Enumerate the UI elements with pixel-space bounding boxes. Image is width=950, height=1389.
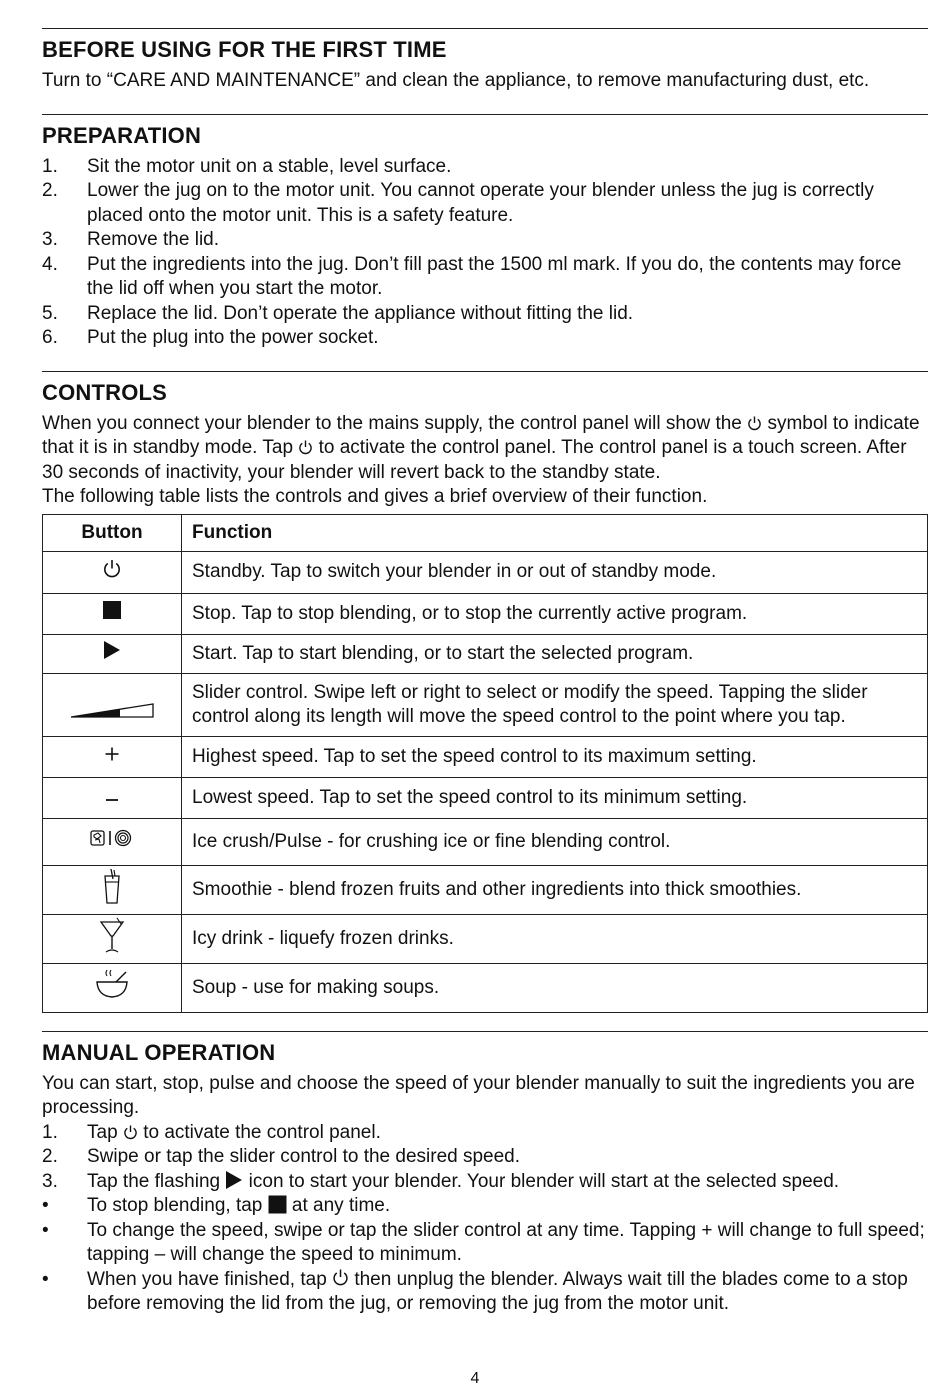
manual-bullet: • When you have finished, tap then unplug the blender. Always wait till the blades come to a stop before removing the lid from the jug, or removing the jug from the motor unit. bbox=[42, 1268, 908, 1314]
section-first-time bbox=[42, 28, 928, 94]
manual-step: 2. Swipe or tap the slider control to the desired speed. bbox=[42, 1146, 521, 1167]
function-text: Stop. Tap to stop blending, or to stop the currently active program. bbox=[182, 593, 928, 634]
slider-icon bbox=[70, 703, 154, 719]
power-icon bbox=[332, 1268, 349, 1288]
table-row bbox=[43, 963, 928, 1012]
manual-bullet: • To change the speed, swipe or tap the slider control at any time. Tapping + will change to full speed; tapping – will change the speed to minimum. bbox=[42, 1219, 925, 1265]
controls-intro-2: The following table lists the controls and gives a brief overview of their function. bbox=[42, 486, 708, 507]
prep-step: 4. Put the ingredients into the jug. Don’t fill past the 1500 ml mark. If you do, the contents may force the lid off when you start the motor. bbox=[42, 253, 902, 299]
prep-step: 2. Lower the jug on to the motor unit. You cannot operate your blender unless the jug is correctly placed onto the motor unit. This is a safety feature. bbox=[42, 180, 874, 226]
power-icon bbox=[747, 415, 762, 432]
controls-intro: When you connect your blender to the mains supply, the control panel will show the symbol to indicate that it is in standby mode. Tap to activate the control panel. The control panel is a touch screen. After 30 seconds of inactivity, your blender will revert back to the standby state. bbox=[42, 412, 920, 483]
table-row bbox=[43, 593, 928, 634]
table-header-row bbox=[43, 514, 928, 551]
table-row bbox=[43, 551, 928, 593]
function-text: Ice crush/Pulse - for crushing ice or fine blending control. bbox=[182, 818, 928, 865]
function-text: Icy drink - liquefy frozen drinks. bbox=[182, 914, 928, 963]
table-row bbox=[43, 818, 928, 865]
table-row bbox=[43, 777, 928, 818]
prep-step: 1. Sit the motor unit on a stable, level surface. bbox=[42, 155, 452, 177]
function-text: Start. Tap to start blending, or to start the selected program. bbox=[182, 634, 928, 673]
heading-preparation: PREPARATION bbox=[42, 122, 202, 148]
prep-step: 6. Put the plug into the power socket. bbox=[42, 327, 379, 348]
minus-icon bbox=[105, 797, 119, 803]
preparation-steps bbox=[42, 155, 928, 351]
manual-bullet: • To stop blending, tap at any time. bbox=[42, 1195, 391, 1216]
heading-manual-operation: MANUAL OPERATION bbox=[42, 1039, 276, 1065]
manual-step: 1. Tap to activate the control panel. bbox=[42, 1121, 381, 1143]
manual-intro: You can start, stop, pulse and choose the speed of your blender manually to suit the ingredients you are processing. bbox=[42, 1072, 915, 1118]
table-row bbox=[43, 865, 928, 914]
soup-bowl-icon bbox=[94, 968, 130, 1000]
smoothie-glass-icon bbox=[102, 867, 122, 905]
controls-table bbox=[42, 514, 928, 1013]
column-header-function: Function bbox=[182, 514, 928, 551]
stop-icon bbox=[102, 600, 122, 620]
function-text: Highest speed. Tap to set the speed control to its maximum setting. bbox=[182, 736, 928, 777]
power-icon bbox=[102, 558, 122, 580]
manual-page bbox=[42, 28, 928, 1317]
prep-step: 3. Remove the lid. bbox=[42, 229, 220, 250]
table-row bbox=[43, 914, 928, 963]
table-row bbox=[43, 634, 928, 673]
plus-icon bbox=[104, 746, 120, 762]
play-icon bbox=[225, 1170, 243, 1190]
function-text: Slider control. Swipe left or right to select or modify the speed. Tapping the slider control along its length will move the speed control to the point where you tap. bbox=[182, 673, 928, 736]
section-preparation bbox=[42, 114, 928, 351]
table-row bbox=[43, 673, 928, 736]
heading-controls: CONTROLS bbox=[42, 379, 168, 405]
play-icon bbox=[103, 640, 121, 660]
section-controls bbox=[42, 371, 928, 1013]
function-text: Lowest speed. Tap to set the speed control to its minimum setting. bbox=[182, 777, 928, 818]
cocktail-glass-icon bbox=[99, 916, 125, 954]
first-time-text: Turn to “CARE AND MAINTENANCE” and clean the appliance, to remove manufacturing dust, etc. bbox=[42, 70, 870, 91]
ice-crush-pulse-icon bbox=[89, 828, 135, 848]
page-number: 4 bbox=[470, 1370, 480, 1387]
manual-step: 3. Tap the flashing icon to start your blender. Your blender will start at the selected speed. bbox=[42, 1170, 840, 1192]
manual-steps bbox=[42, 1121, 928, 1317]
function-text: Soup - use for making soups. bbox=[182, 963, 928, 1012]
heading-first-time: BEFORE USING FOR THE FIRST TIME bbox=[42, 37, 447, 62]
prep-step: 5. Replace the lid. Don’t operate the appliance without fitting the lid. bbox=[42, 302, 634, 324]
function-text: Smoothie - blend frozen fruits and other ingredients into thick smoothies. bbox=[182, 865, 928, 914]
power-icon bbox=[298, 439, 313, 456]
table-row bbox=[43, 736, 928, 777]
section-manual-operation bbox=[42, 1031, 928, 1317]
power-icon bbox=[123, 1124, 138, 1141]
column-header-button: Button bbox=[43, 514, 182, 551]
stop-icon bbox=[268, 1195, 287, 1214]
function-text: Standby. Tap to switch your blender in or out of standby mode. bbox=[182, 551, 928, 593]
